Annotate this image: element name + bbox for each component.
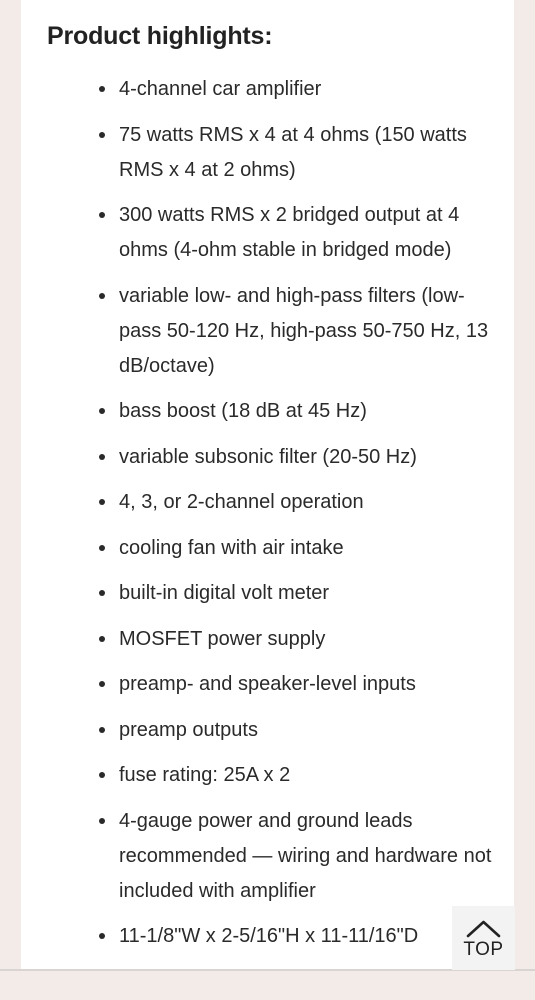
- bullet: [99, 933, 105, 939]
- scroll-to-top-button[interactable]: [452, 906, 515, 970]
- list-item-text: fuse rating: 25A x 2: [119, 764, 291, 786]
- product-highlights-card: [21, 0, 514, 969]
- list-item-text: bass boost (18 dB at 45 Hz): [119, 400, 367, 422]
- bullet: [99, 499, 105, 505]
- bullet: [99, 545, 105, 551]
- list-item: [99, 758, 499, 793]
- list-item: [99, 118, 499, 188]
- list-item: [99, 919, 499, 954]
- list-item: [99, 440, 499, 475]
- list-item: [99, 576, 499, 611]
- list-item: [99, 279, 499, 384]
- bullet: [99, 86, 105, 92]
- bullet: [99, 727, 105, 733]
- list-item-text: 4-gauge power and ground leads recommended — wiring and hardware not included with amplifier: [119, 809, 492, 902]
- list-item-text: variable low- and high-pass filters (low-pass 50-120 Hz, high-pass 50-750 Hz, 13 dB/octave): [119, 284, 489, 377]
- bullet: [99, 408, 105, 414]
- list-item-text: 4, 3, or 2-channel operation: [119, 491, 364, 513]
- scroll-to-top-label: TOP: [463, 939, 504, 960]
- bullet: [99, 818, 105, 824]
- list-item: [99, 198, 499, 268]
- list-item-text: 4-channel car amplifier: [119, 78, 322, 100]
- bullet: [99, 590, 105, 596]
- bullet: [99, 132, 105, 138]
- list-item: [99, 622, 499, 657]
- bullet: [99, 212, 105, 218]
- section-heading: Product highlights:: [47, 22, 273, 50]
- list-item: [99, 485, 499, 520]
- highlights-list: [99, 72, 499, 965]
- list-item: [99, 713, 499, 748]
- bullet: [99, 454, 105, 460]
- list-item-text: built-in digital volt meter: [119, 582, 330, 604]
- bullet: [99, 636, 105, 642]
- bullet: [99, 681, 105, 687]
- list-item-text: MOSFET power supply: [119, 627, 326, 650]
- list-item-text: 300 watts RMS x 2 bridged output at 4 ohms (4-ohm stable in bridged mode): [119, 204, 460, 261]
- list-item-text: 75 watts RMS x 4 at 4 ohms (150 watts RMS x 4 at 2 ohms): [119, 123, 467, 181]
- chevron-up-icon: [465, 919, 502, 939]
- list-item-text: 11-1/8"W x 2-5/16"H x 11-11/16"D: [119, 925, 419, 947]
- list-item-text: cooling fan with air intake: [119, 536, 344, 559]
- bullet: [99, 293, 105, 299]
- list-item: [99, 531, 499, 566]
- list-item: [99, 394, 499, 429]
- list-item: [99, 667, 499, 702]
- list-item: [99, 804, 499, 909]
- list-item-text: preamp outputs: [119, 718, 258, 741]
- bullet: [99, 772, 105, 778]
- list-item-text: variable subsonic filter (20-50 Hz): [119, 445, 417, 468]
- list-item-text: preamp- and speaker-level inputs: [119, 673, 416, 695]
- list-item: [99, 72, 499, 107]
